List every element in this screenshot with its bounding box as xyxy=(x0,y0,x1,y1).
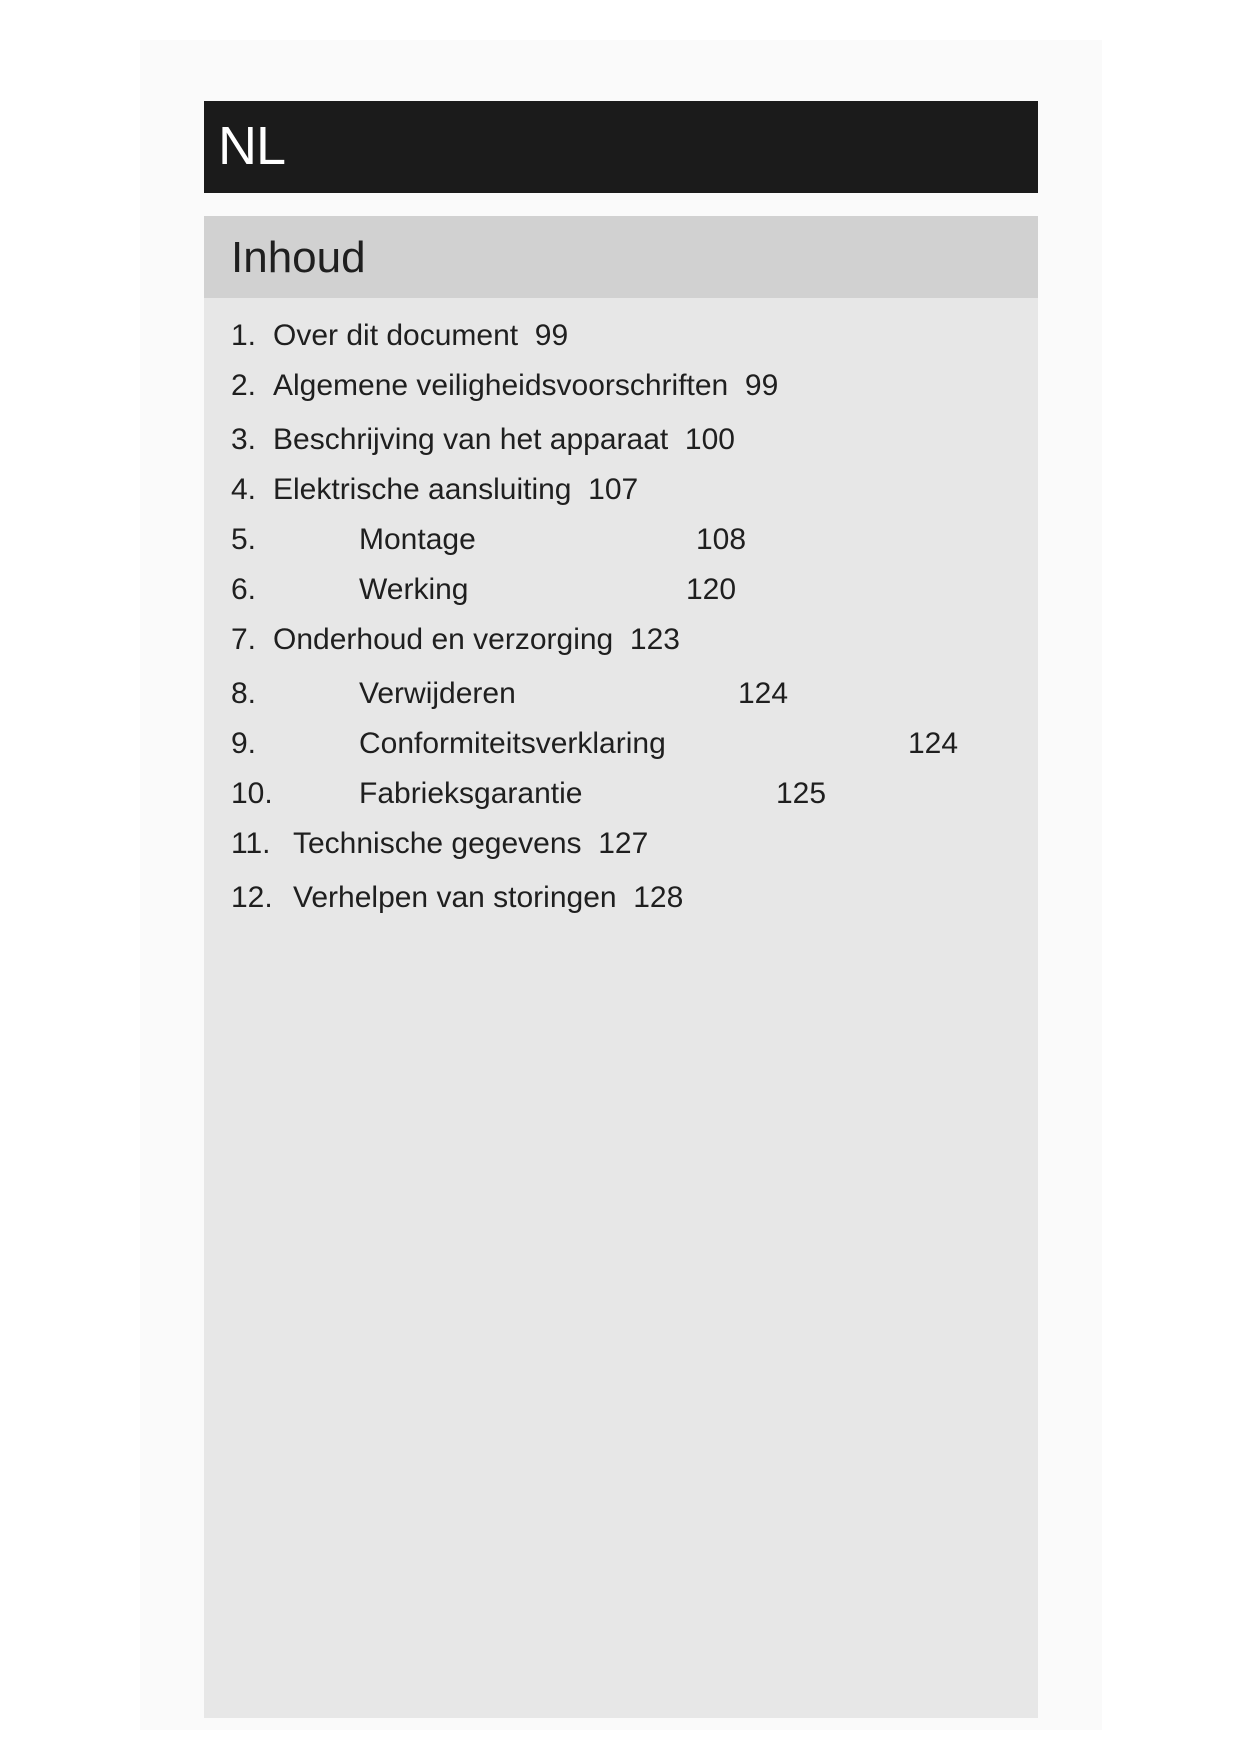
toc-entry-number: 3. xyxy=(231,423,257,456)
toc-entry-title: Technische gegevens xyxy=(293,827,582,860)
toc-entry-number: 1. xyxy=(231,319,257,352)
toc-entry-number: 10. xyxy=(231,777,273,810)
toc-entry-page: 125 xyxy=(776,777,827,810)
toc-entry-page: 99 xyxy=(534,319,569,352)
toc-entry[interactable] xyxy=(231,572,737,608)
toc-title: Inhoud xyxy=(231,233,366,282)
toc-entry-page: 108 xyxy=(696,523,747,556)
toc-entry-number: 12. xyxy=(231,881,273,914)
toc-entry[interactable] xyxy=(231,826,648,862)
table-of-contents xyxy=(204,216,1038,1718)
toc-entry-number: 7. xyxy=(231,623,257,656)
toc-entry-title: Conformiteitsverklaring xyxy=(359,727,666,760)
toc-entry-title: Werking xyxy=(359,573,469,606)
toc-entry-page: 127 xyxy=(598,827,649,860)
toc-entry-page: 120 xyxy=(686,573,737,606)
toc-entry-number: 9. xyxy=(231,727,257,760)
language-code: NL xyxy=(218,116,286,176)
toc-entry-page: 100 xyxy=(684,423,735,456)
toc-entry-title: Verhelpen van storingen xyxy=(293,881,617,914)
toc-entry[interactable] xyxy=(231,880,683,916)
toc-entry[interactable] xyxy=(231,422,735,458)
toc-entry-page: 99 xyxy=(744,369,779,402)
toc-entry-number: 8. xyxy=(231,677,257,710)
toc-entry-title: Verwijderen xyxy=(359,677,516,710)
language-bar xyxy=(204,101,1038,193)
toc-entry[interactable] xyxy=(231,726,959,762)
toc-entry[interactable] xyxy=(231,522,747,558)
toc-entry-number: 5. xyxy=(231,523,257,556)
toc-entry-title: Beschrijving van het apparaat xyxy=(273,423,669,456)
toc-entry-number: 4. xyxy=(231,473,257,506)
toc-entry-title: Algemene veiligheidsvoorschriften xyxy=(273,369,729,402)
toc-entry-title: Montage xyxy=(359,523,476,556)
toc-entry-page: 124 xyxy=(908,727,959,760)
toc-entry-title: Elektrische aansluiting xyxy=(273,473,572,506)
toc-entry-title: Over dit document xyxy=(273,319,519,352)
toc-entry-page: 107 xyxy=(588,473,639,506)
toc-header xyxy=(204,216,1038,298)
toc-entry-title: Fabrieksgarantie xyxy=(359,777,583,810)
toc-entry[interactable] xyxy=(231,368,778,404)
toc-entry-title: Onderhoud en verzorging xyxy=(273,623,614,656)
toc-entry[interactable] xyxy=(231,472,638,508)
toc-entry-number: 6. xyxy=(231,573,257,606)
toc-entry-page: 124 xyxy=(738,677,789,710)
toc-entry-number: 2. xyxy=(231,369,257,402)
toc-entry-page: 128 xyxy=(633,881,684,914)
toc-entry[interactable] xyxy=(231,676,789,712)
toc-entry[interactable] xyxy=(231,622,680,658)
toc-entry-number: 11. xyxy=(231,827,271,860)
toc-entry-page: 123 xyxy=(629,623,680,656)
toc-entry[interactable] xyxy=(231,318,568,354)
toc-entry[interactable] xyxy=(231,776,827,812)
